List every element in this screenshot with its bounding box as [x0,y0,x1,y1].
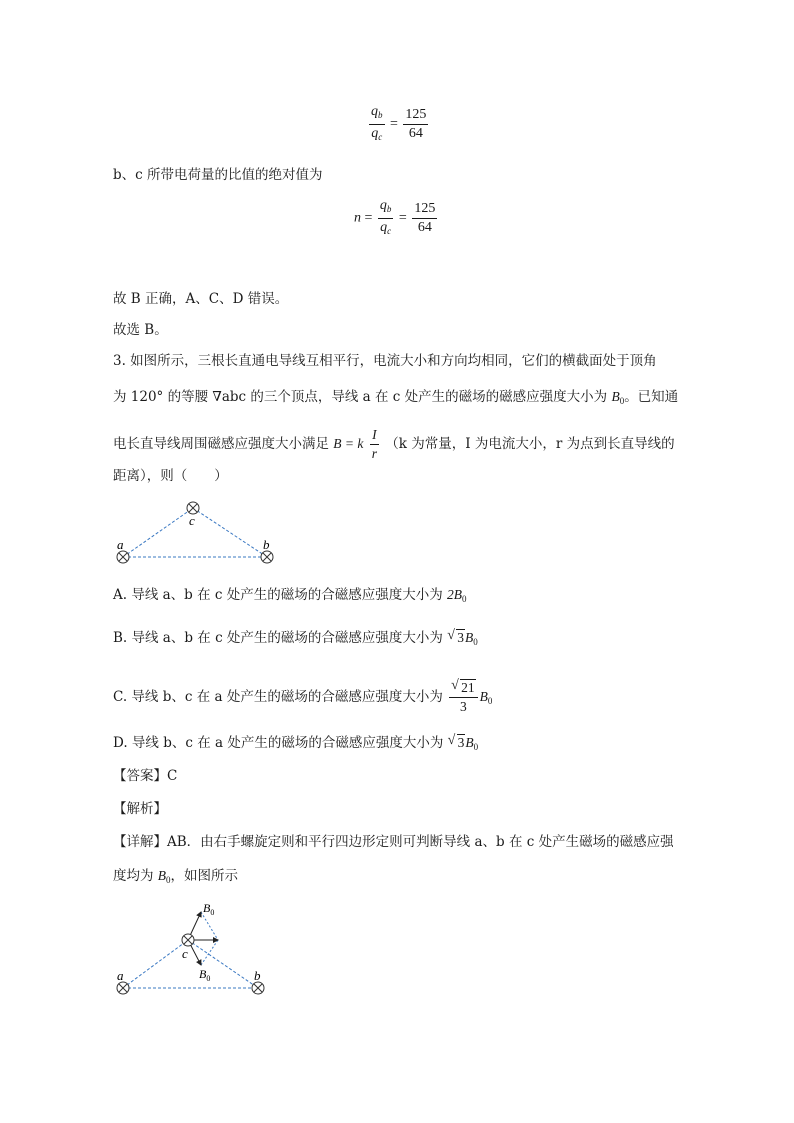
wire-a-icon [117,551,129,563]
conclusion-line-1: 故 B 正确，A、C、D 错误。 [113,291,289,307]
answer-line: 【答案】C [113,768,178,784]
label-a: a [117,537,124,552]
wire-triangle-figure [110,495,280,575]
label-c: c [189,513,195,528]
label-b: b [263,537,270,552]
bc-ratio-text: b、c 所带电荷量的比值的绝对值为 [113,167,323,183]
equation-n-ratio: n = $\frac{q_b}{q_c}$ = $\frac{125}{64}$ [354,198,436,236]
option-a: A. 导线 a、b 在 c 处产生的磁场的合磁感应强度大小为 $2B_0$ [113,587,467,604]
question-3-line-1: 3. 如图所示，三根长直通电导线互相平行，电流大小和方向均相同，它们的横截面处于顶角 [113,353,657,369]
conclusion-line-2: 故选 B。 [113,322,168,338]
wire-a-icon [117,982,129,994]
wire-b-icon [252,982,264,994]
label-c: c [182,946,188,961]
wire-c-icon [182,934,194,946]
label-b: b [254,968,261,983]
option-b: B. 导线 a、b 在 c 处产生的磁场的合磁感应强度大小为 √ $3B_0$ [113,628,478,647]
question-3-line-2: 为 120° 的等腰 ∇abc 的三个顶点，导线 a 在 c 处产生的磁场的磁感应强度大小为 $B_0$。已知通 [113,389,679,406]
label-b0-top: $B_0$ [203,901,215,917]
wire-b-icon [261,551,273,563]
option-c: C. 导线 b、c 在 a 处产生的磁场的合磁感应强度大小为 √ 21 3 $B_0$ [113,678,493,714]
label-b0-bottom: $B_0$ [199,967,211,983]
equation-qb-qc-ratio: $\frac{q_b}{q_c}$ = $\frac{125}{64}$ [371,104,427,142]
question-3-line-3: 电长直导线周围磁感应强度大小满足 B = k $\frac{I}{r}$ （k 为常量，I 为电流大小，r 为点到长直导线的 [113,427,675,461]
option-d: D. 导线 b、c 在 a 处产生的磁场的合磁感应强度大小为 √ $3B_0$ [113,733,479,752]
label-a: a [117,968,124,983]
detail-line-1: 【详解】AB．由右手螺旋定则和平行四边形定则可判断导线 a、b 在 c 处产生磁场的磁感应强 [113,834,674,850]
question-3-line-4: 距离），则（ ） [113,468,228,484]
detail-line-2: 度均为 $B_0$，如图所示 [113,868,239,885]
analysis-label: 【解析】 [113,801,167,817]
field-vector-figure [110,898,280,1003]
